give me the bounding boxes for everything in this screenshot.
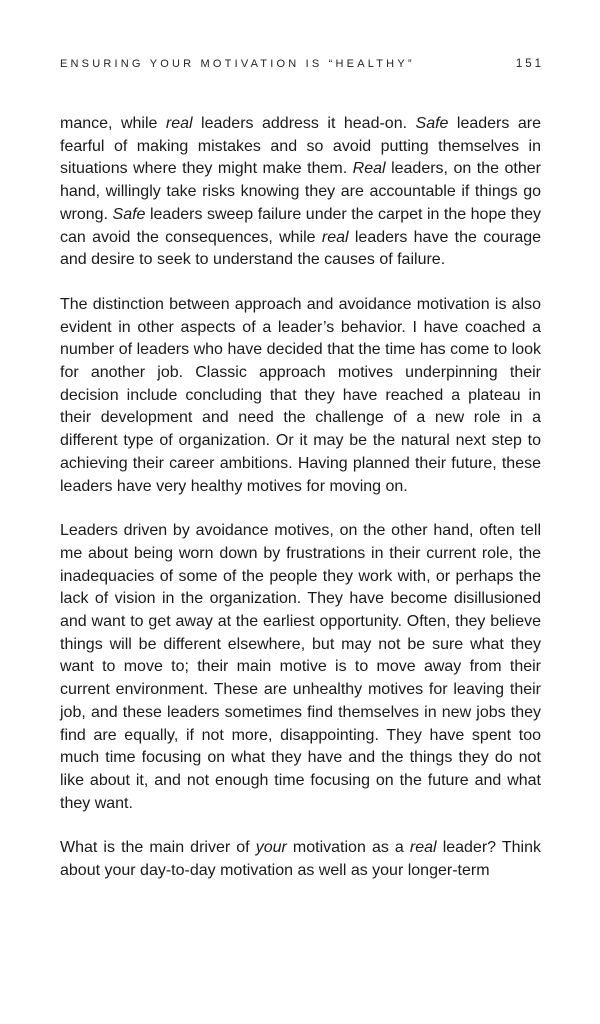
- text-run: motivation as a: [286, 839, 410, 857]
- paragraph: [60, 294, 541, 498]
- page-number: 151: [515, 58, 544, 70]
- emphasis-text: Safe: [112, 205, 146, 223]
- emphasis-text: real: [409, 839, 437, 857]
- paragraph: [60, 113, 541, 272]
- paragraph: [60, 837, 541, 882]
- text-run: What is the main driver of: [60, 839, 256, 857]
- emphasis-text: Real: [352, 160, 386, 178]
- text-run: leaders address it head-on.: [192, 115, 416, 132]
- text-run: Leaders driven by avoidance motives, on the other hand, often tell me about being worn down by frustrations in their current role, the inadequacies of some of the people they work with, or perhaps the lack of vision in the organization. They have become disillusioned and want to get away at the earliest opportunity. Often, they believe things will be different elsewhere, but may not be sure what they want to move to; their main motive is to move away from their current environment. These are unhealthy motives for leaving their job, and these leaders sometimes find themselves in new jobs they find are equally, if not more, disappointing. They have spent too much time focusing on what they have and the things they do not like about it, and not enough time focusing on the future and what they want.: [60, 522, 541, 812]
- text-run: leaders have the courage and desire to seek to understand the causes of failure.: [60, 228, 542, 269]
- running-head: [60, 58, 544, 74]
- emphasis-text: real: [165, 115, 193, 132]
- text-run: leader? Think about your day-to-day motivation as well as your longer-term: [60, 839, 541, 880]
- emphasis-text: Safe: [415, 115, 449, 132]
- paragraph: [60, 520, 541, 815]
- running-title: ENSURING YOUR MOTIVATION IS “HEALTHY”: [60, 58, 415, 70]
- text-run: leaders sweep failure under the carpet in the hope they can avoid the consequences, while: [60, 205, 541, 246]
- emphasis-text: your: [255, 839, 287, 857]
- text-run: mance, while: [60, 115, 166, 132]
- text-run: leaders are fearful of making mistakes and so avoid putting themselves in situations where they might make them.: [60, 115, 541, 178]
- emphasis-text: real: [321, 228, 349, 246]
- body-text: [60, 113, 541, 905]
- text-run: leaders, on the other hand, willingly take risks knowing they are accountable if things go wrong.: [60, 160, 541, 223]
- text-run: The distinction between approach and avoidance motivation is also evident in other aspects of a leader’s behavior. I have coached a number of leaders who have decided that the time has come to look for another job. Classic approach motives underpinning their decision include concluding that they have reached a plateau in their development and need the challenge of a new role in a different type of organization. Or it may be the natural next step to achieving their career ambitions. Having planned their future, these leaders have very healthy motives for moving on.: [60, 295, 541, 495]
